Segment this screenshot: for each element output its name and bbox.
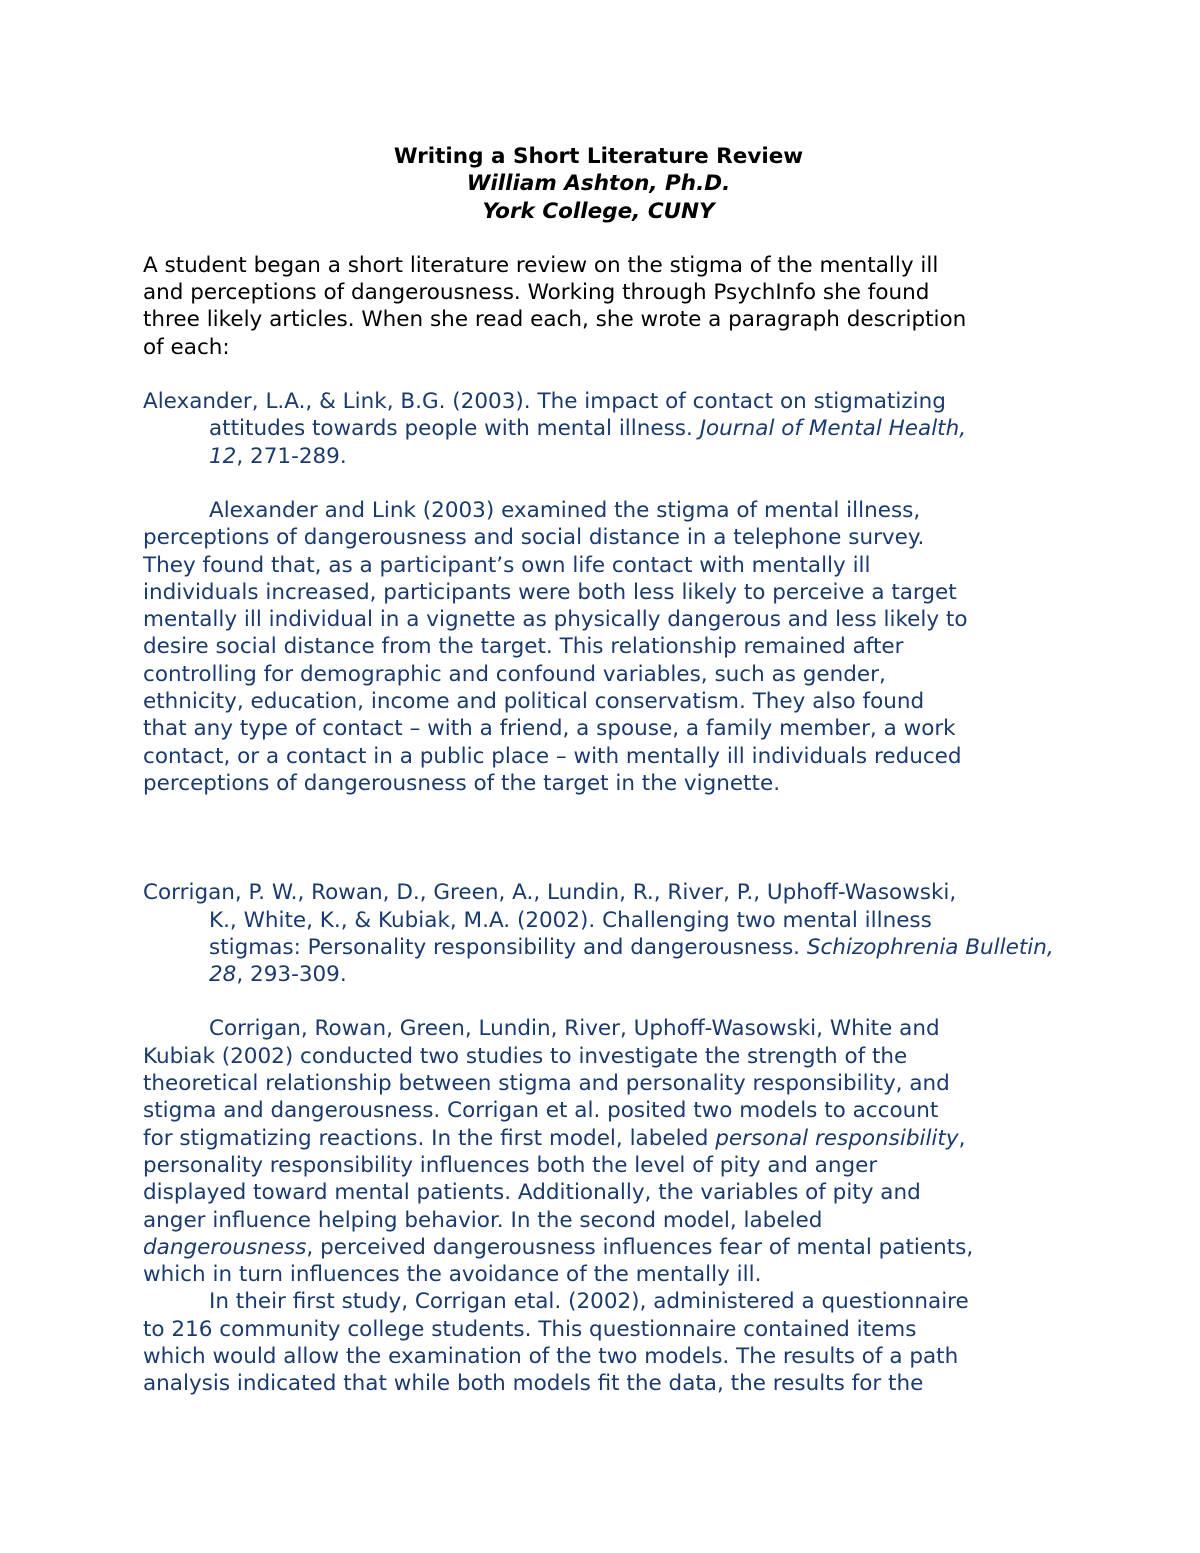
summary-corrigan-et-al <box>143 1015 1060 1288</box>
intro-paragraph: A student began a short literature review on the stigma of the mentally ill and perceptions of dangerousness. Working through PsychInfo she found three likely articles. When she read each, she wrote a paragraph description of each: <box>143 252 967 360</box>
ref2-citation-line2: K., White, K., & Kubiak, M.A. (2002). Challenging two mental illness <box>209 907 932 933</box>
ref2-journal: Schizophrenia Bulletin, 28 <box>209 934 1054 988</box>
para2-body <box>143 1043 1060 1289</box>
author-institution: York College, CUNY <box>482 198 715 224</box>
para1-body: perceptions of dangerousness and social distance in a telephone survey. They found that, as a participant’s own life contact with mentally ill individuals increased, participants were both less likely to perceive a target mentally ill individual in a vignette as physically dangerous and less likely to desire social distance from the target. This relationship remained after controlling for demographic and confound variables, such as gender, ethnicity, education, income and political conservatism. They also found that any type of contact – with a friend, a spouse, a family member, a work contact, or a contact in a public place – with mentally ill individuals reduced perceptions of dangerousness of the target in the vignette. <box>143 525 968 796</box>
ref1-volume: 12 <box>209 443 237 469</box>
term-personal-responsibility: personal responsibility <box>715 1125 959 1151</box>
summary-corrigan-study1 <box>143 1288 1060 1397</box>
para2-text-a: Kubiak (2002) conducted two studies to investigate the strength of the theoretical relationship between stigma and personality responsibility, and stigma and dangerousness. Corrigan et al. posited two models to account for stigmatizing reactions. In the first model, labeled <box>143 1043 950 1151</box>
document-title: Writing a Short Literature Review <box>393 144 804 169</box>
para3-body: to 216 community college students. This questionnaire contained items which would allow the examination of the two models. The results of a path analysis indicated that while both models fit the data, the results for the <box>143 1316 959 1397</box>
ref1-journal: Journal of Mental Health, <box>699 416 967 442</box>
ref1-pages: , 271-289. <box>236 443 347 469</box>
ref2-citation-line1: Corrigan, P. W., Rowan, D., Green, A., Lundin, R., River, P., Uphoff-Wasowski, <box>143 880 957 906</box>
term-dangerousness: dangerousness <box>143 1234 307 1260</box>
summary-alexander-link <box>143 497 1060 797</box>
reference-corrigan-et-al <box>143 879 1060 988</box>
para2-text-b: , personality responsibility influences both the level of pity and anger displayed toward mental patients. Additionally, the variables of pity and anger influence helping behavior. In the second model, labeled <box>143 1125 966 1233</box>
ref2-pages: , 293-309. <box>236 962 347 988</box>
ref1-title-rest: attitudes towards people with mental illness. <box>209 416 700 442</box>
para2-first-line: Corrigan, Rowan, Green, Lundin, River, Uphoff-Wasowski, White and <box>209 1016 940 1042</box>
author-name: William Ashton, Ph.D. <box>466 171 731 197</box>
para2-text-c: , perceived dangerousness influences fear of mental patients, which in turn influences the avoidance of the mentally ill. <box>143 1234 974 1288</box>
para3-first-line: In their first study, Corrigan etal. (2002), administered a questionnaire <box>209 1289 969 1315</box>
reference-alexander-link <box>143 388 1060 470</box>
para1-first-line: Alexander and Link (2003) examined the stigma of mental illness, <box>209 497 921 523</box>
document-header <box>137 143 1060 225</box>
ref2-title-rest: stigmas: Personality responsibility and dangerousness. <box>209 934 807 960</box>
ref1-citation: Alexander, L.A., & Link, B.G. (2003). The impact of contact on stigmatizing <box>143 389 946 415</box>
